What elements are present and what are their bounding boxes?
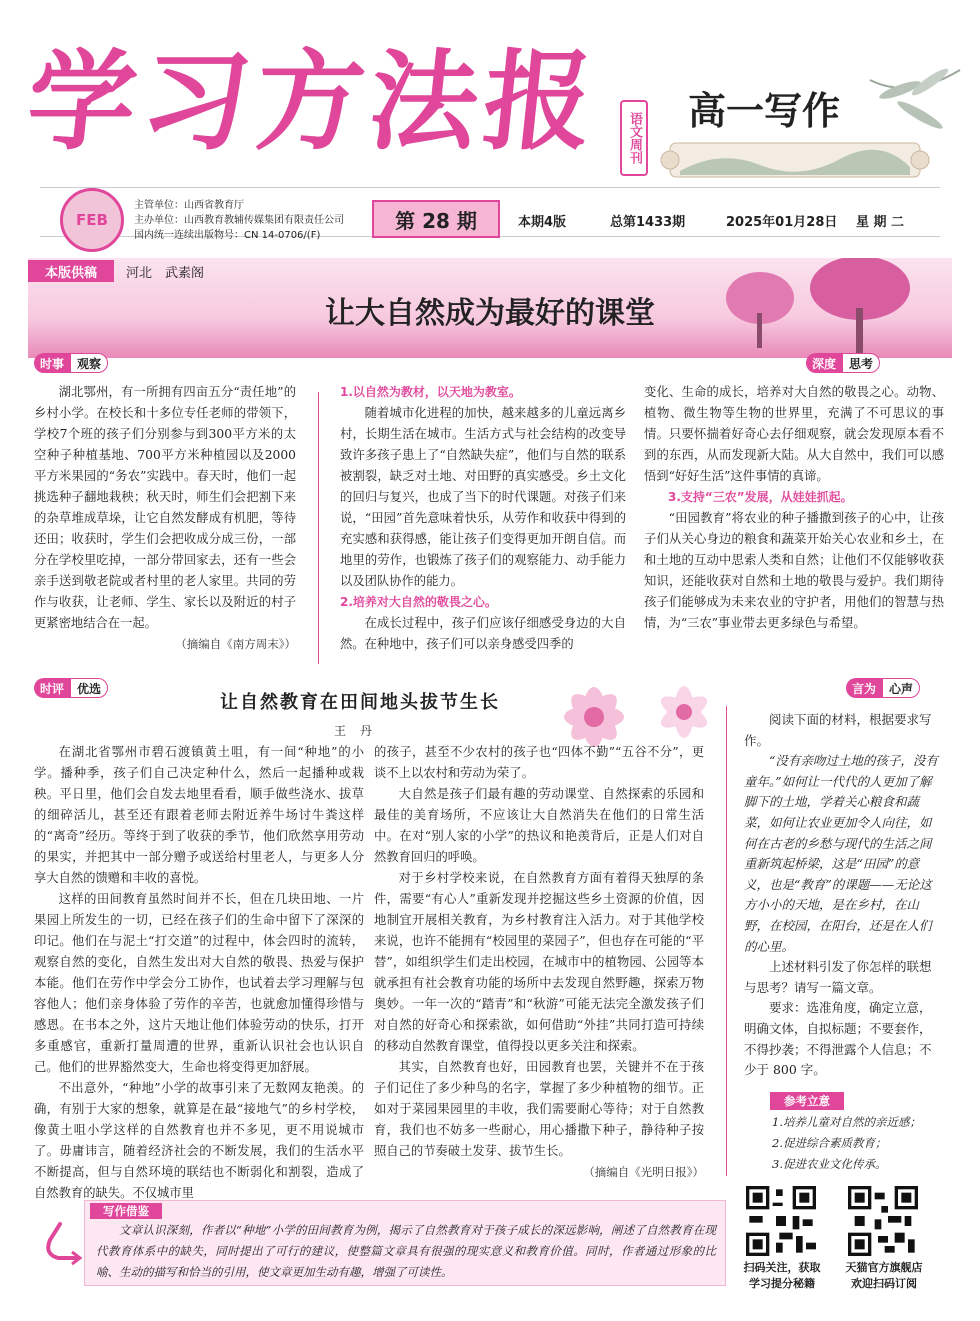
tag-part: 观察 — [70, 353, 108, 373]
page-count: 本期4版 — [518, 215, 567, 230]
tag-part: 时评 — [34, 678, 70, 698]
writing-tips-text: 文章认识深刻，作者以“种地”小学的田间教育为例，揭示了自然教育对于孩子成长的深远影响，阐述了自然教育在现代教育体系中的缺失，同时提出了可行的建议，使整篇文章具有很强的现实意义和教育价值。同时，作者通过形象的比喻、生动的描写和恰当的引用，使文章更加生动有趣，增强了可读性。 — [96, 1223, 716, 1279]
qr-code-icon[interactable] — [848, 1186, 918, 1256]
paragraph: 大自然是孩子们最有趣的劳动课堂、自然探索的乐园和最佳的美育场所，不应该让大自然消失在他们的日常生活中。在对“别人家的小学”的热议和艳羡背后，正是人们对自然教育回归的呼唤。 — [374, 787, 704, 864]
tag-part: 优选 — [70, 678, 108, 698]
total-issue: 总第1433期 — [610, 215, 686, 230]
paragraph: 对于乡村学校来说，在自然教育方面有着得天独厚的条件，需要“有心人”重新发现并挖掘这些乡土资源的价值，因地制宜开展相关教育，为乡村教育注入活力。对于其他学校来说，也许不能拥有“校园里的菜园子”，但也存在可能的“平替”，如组织学生们走出校园，在城市中的植物园、公园等本就承担有社会教育功能的场所中去发现自然野趣，探索万物奥妙。一年一次的“踏青”和“秋游”可能无法完全激发孩子们对自然的好奇心和探索欲，如何借助“外挂”共同打造可持续的移动自然教育课堂，值得投以更多关注和探索。 — [374, 871, 704, 1053]
writing-tips-tag: 写作借鉴 — [90, 1203, 162, 1219]
bottom-column-1 — [34, 742, 364, 1204]
issue-weekday: 星 期 二 — [856, 215, 905, 230]
caption-line: 天猫官方旗舰店 — [845, 1261, 923, 1274]
top-column-1 — [34, 382, 296, 655]
contributor-name: 河北 武素阁 — [126, 266, 205, 281]
publisher-line: 主办单位：山西教育教辅传媒集团有限责任公司 — [134, 215, 344, 226]
issue-date: 2025年01月28日 — [726, 215, 838, 230]
hook-arrow-icon — [38, 1220, 82, 1266]
source-note: （摘编自《南方周末》） — [175, 637, 296, 651]
reference-title: 参考立意 — [770, 1092, 844, 1110]
paragraph: 湖北鄂州，有一所拥有四亩五分“责任地”的乡村小学。在校长和十多位专任老师的带领下，学校7个班的孩子们分别参与到300平方米的太空种子种植基地、700平方米种植园以及2000平方米果园的“务农”实践中。春天时，他们一起挑选种子翻地栽秧；秋天时，师生们会把割下来的杂草堆成草垛，让它自然发酵成有机肥，等待还田；收获时，学生们会把收成分成三份，一部分在学校里吃掉，一部分带回家去，还有一些会亲手送到敬老院或者村里的老人家里。共同的劳作与收获，让老师、学生、家长以及附近的村子更紧密地结合在一起。 — [34, 385, 296, 630]
reference-item: 3.促进农业文化传承。 — [772, 1157, 887, 1171]
prompt-question: 上述材料引发了你怎样的联想与思考？请写一篇文章。 — [744, 959, 932, 995]
publisher-emblem: FEB — [60, 188, 124, 252]
prompt-intro: 阅读下面的材料，根据要求写作。 — [744, 712, 932, 748]
reference-item: 2.促进综合素质教育； — [772, 1136, 887, 1150]
paragraph: “田园教育”将农业的种子播撒到孩子的心中，让孩子们从关心身边的粮食和蔬菜开始关心农业和乡土，在和土地的互动中思索人类和自然；让他们不仅能够收获知识，还能收获对自然和土地的敬畏与爱护。我们期待孩子们能够成为未来农业的守护者，用他们的智慧与热情，为“三农”事业带去更多绿色与希望。 — [644, 511, 944, 630]
tag-part: 言为 — [846, 678, 882, 698]
section-tag-voice — [846, 678, 920, 698]
reference-list — [772, 1112, 942, 1175]
paragraph: 的孩子，甚至不少农村的孩子也“四体不勤”“五谷不分”，更谈不上以农村和劳动为荣了。 — [374, 745, 704, 780]
prompt-requirements: 要求：选准角度，确定立意，明确文体，自拟标题；不要套作，不得抄袭；不得泄露个人信息；不少于 800 字。 — [744, 1000, 932, 1078]
tag-part: 思考 — [842, 353, 880, 373]
qr-caption — [836, 1260, 932, 1292]
paragraph: 其实，自然教育也好，田园教育也罢，关键并不在于孩子们记住了多少种鸟的名字，掌握了多少种植物的细节。正如对于菜园果园里的丰收，我们需要耐心等待；对于自然教育，我们也不妨多一些耐心，用心播撒下种子，静待种子按照自己的节奏破土发芽、拔节生长。 — [374, 1060, 704, 1158]
subheading: 3.支持“三农”发展，从娃娃抓起。 — [668, 490, 853, 504]
caption-line: 扫码关注，获取 — [743, 1261, 821, 1274]
paragraph: 在成长过程中，孩子们应该仔细感受身边的大自然。在种地中，孩子们可以亲身感受四季的 — [340, 616, 626, 651]
bamboo-leaves-icon — [860, 60, 970, 170]
subheading: 1.以自然为教材，以天地为教室。 — [340, 385, 521, 399]
reference-item: 1.培养儿童对自然的亲近感； — [772, 1115, 921, 1129]
weekly-badge: 语文周刊 — [620, 100, 648, 176]
publisher-line: 国内统一连续出版物号：CN 14-0706/(F) — [134, 230, 321, 241]
section-tag-news — [34, 353, 108, 373]
paragraph: 不出意外，“种地”小学的故事引来了无数网友艳羡。的确，有别于大家的想象，就算是在最“接地气”的乡村学校，像黄土咀小学这样的自然教育也并不多见，更不用说城市了。毋庸讳言，随着经济社会的不断发展，我们的生活水平不断提高，但与自然环境的联结也不断弱化和割裂，造成了自然教育的缺失。不仅城市里 — [34, 1081, 364, 1200]
article-title: 让自然教育在田间地头拔节生长 — [220, 692, 500, 713]
paragraph: 随着城市化进程的加快，越来越多的儿童远离乡村，长期生活在城市。生活方式与社会结构的改变导致许多孩子患上了“自然缺失症”，他们与自然的联系被割裂，缺乏对土地、对田野的真实感受。乡土文化的回归与复兴，也成了当下的时代课题。对孩子们来说，“田园”首先意味着快乐，从劳作和收获中得到的充实感和获得感，能让孩子们变得更加开朗自信。而地里的劳作，也锻炼了孩子们的观察能力、动手能力以及团队协作的能力。 — [340, 406, 626, 588]
tag-part: 心声 — [882, 678, 920, 698]
caption-line: 学习提分秘籍 — [749, 1277, 815, 1290]
source-note: （摘编自《光明日报》） — [583, 1165, 704, 1179]
section-tag-depth — [806, 353, 880, 373]
writing-prompt — [744, 710, 942, 1081]
caption-line: 欢迎扫码订阅 — [851, 1277, 917, 1290]
top-column-3 — [644, 382, 944, 634]
column-divider — [726, 706, 727, 1176]
paragraph: 这样的田间教育虽然时间并不长，但在几块田地、一片果园上所发生的一切，已经在孩子们的生命中留下了深深的印记。他们在与泥土“打交道”的过程中，体会四时的流转，观察自然的变化，自然生发出对大自然的敬畏、热爱与保护本能。他们在劳作中学会分工协作，也试着去学习理解与包容他人；他们亲身体验了劳作的辛苦，也就愈加懂得珍惜与感恩。在书本之外，这片天地让他们体验劳动的快乐，打开多重感官，重新打量周遭的世界，重新认识社会也认识自己。他们的世界豁然变大，生命也将变得更加舒展。 — [34, 892, 364, 1074]
qr-code-icon[interactable] — [746, 1186, 816, 1256]
prompt-material: “没有亲吻过土地的孩子，没有童年。”如何让一代代的人更加了解脚下的土地，学着关心粮食和蔬菜，如何让农业更加令人向往，如何在古老的乡愁与现代的生活之间重新筑起桥梁，这是“田园”的意义，也是“教育”的课题——无论这方小小的天地，是在乡村，在山野，在校园，在阳台，还是在人们的心里。 — [744, 753, 938, 954]
edition-title: 高一写作 — [688, 89, 841, 133]
contributor-tag: 本版供稿 — [28, 260, 114, 282]
column-divider — [318, 392, 319, 664]
publisher-line: 主管单位：山西省教育厅 — [134, 200, 244, 211]
newspaper-logo: 学习方法报 — [21, 39, 605, 165]
top-column-2 — [340, 382, 626, 655]
issue-number: 第 28 期 — [372, 200, 500, 238]
subheading: 2.培养对大自然的敬畏之心。 — [340, 595, 497, 609]
page-title: 让大自然成为最好的课堂 — [325, 296, 655, 331]
tag-part: 时事 — [34, 353, 70, 373]
article-author: 王丹 — [333, 724, 386, 738]
paragraph: 在湖北省鄂州市碧石渡镇黄土咀，有一间“种地”的小学。播种季，孩子们自己决定种什么，然后一起播种或栽秧。平日里，他们会自发去地里看看，顺手做些浇水、拔草的细碎活儿，甚至还有跟着老师去附近养牛场讨牛粪这样的“离奇”经历。等终于到了收获的季节，他们欣然享用劳动的果实，并把其中一部分赠予或送给村里老人，与更多人分享大自然的馈赠和丰收的喜悦。 — [34, 745, 364, 885]
qr-caption — [736, 1260, 828, 1292]
bottom-column-2 — [374, 742, 704, 1183]
paragraph: 变化、生命的成长，培养对大自然的敬畏之心。动物、植物、微生物等生物的世界里，充满了不可思议的事情。只要怀揣着好奇心去仔细观察，就会发现原本看不到的东西，从而发现新大陆。从大自然中，我们可以感悟到“好好生活”这件事情的真谛。 — [644, 385, 944, 483]
tag-part: 深度 — [806, 353, 842, 373]
